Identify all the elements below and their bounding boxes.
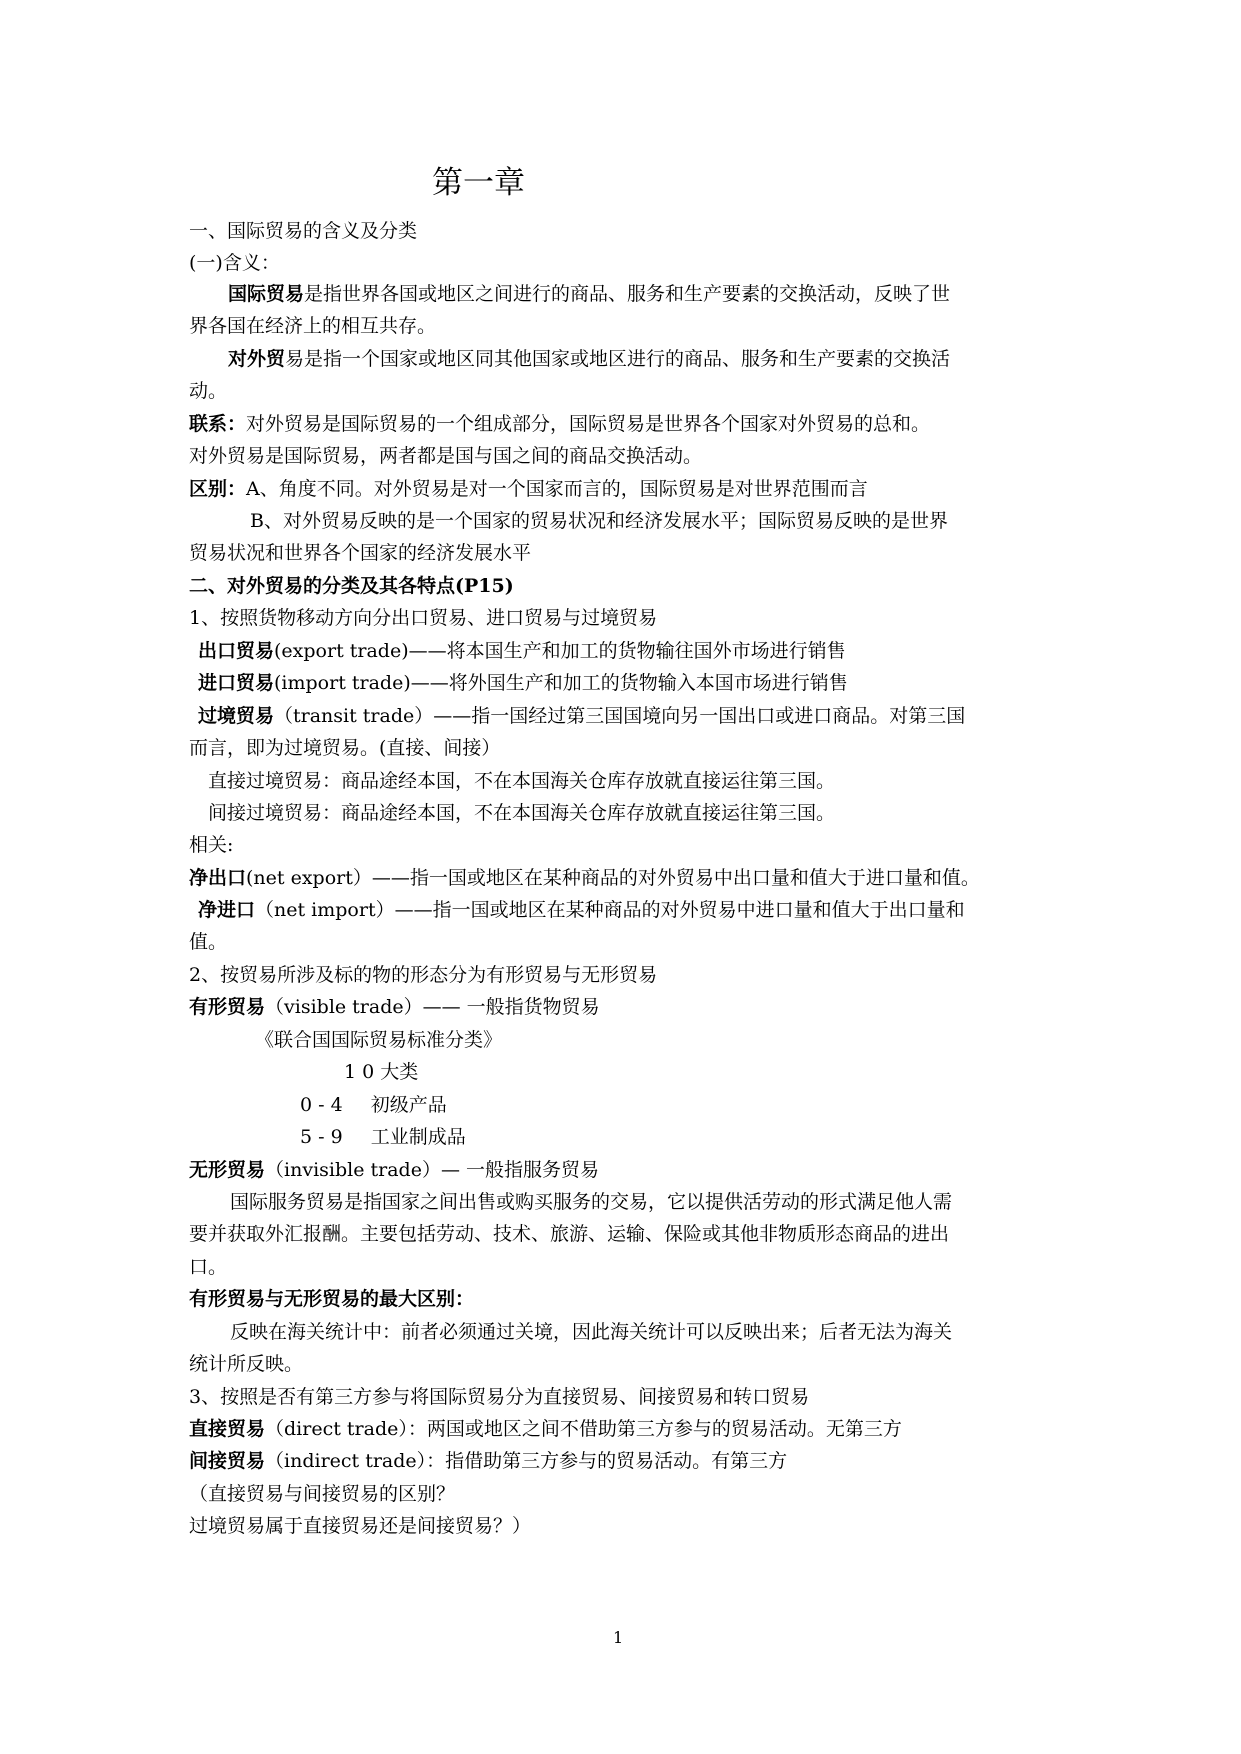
- term-net-import: 净进口: [198, 899, 256, 921]
- term-invisible-trade: 无形贸易: [189, 1159, 266, 1181]
- difference-a-text: A、角度不同。对外贸易是对一个国家而言的，国际贸易是对世界范围而言: [246, 478, 868, 500]
- relation-continuation: 对外贸易是国际贸易，两者都是国与国之间的商品交换活动。: [189, 445, 703, 467]
- export-trade-line: [198, 638, 846, 664]
- page-number: 1: [613, 1628, 624, 1647]
- difference-line-a: [189, 476, 868, 502]
- term-transit-trade: 过境贸易: [198, 705, 275, 727]
- net-import-text: （net import）——指一国或地区在某种商品的对外贸易中进口量和值大于出口量和: [255, 899, 965, 921]
- sitc-code: 5 - 9: [300, 1126, 343, 1148]
- invisible-trade-text: （invisible trade）— 一般指服务贸易: [265, 1159, 599, 1181]
- indirect-trade-text: （indirect trade）：指借助第三方参与的贸易活动。有第三方: [265, 1450, 788, 1472]
- net-export-text: (net export）——指一国或地区在某种商品的对外贸易中出口量和值大于进口量和值。: [246, 867, 980, 889]
- visible-trade-text: （visible trade）—— 一般指货物贸易: [265, 996, 600, 1018]
- paragraph-foreign-trade: [228, 346, 950, 372]
- item-3-heading: 3、按照是否有第三方参与将国际贸易分为直接贸易、间接贸易和转口贸易: [189, 1386, 810, 1408]
- net-export-line: [189, 865, 980, 891]
- service-trade-continuation: 口。: [189, 1256, 228, 1278]
- subsection-definition-heading: (一)含义：: [189, 252, 280, 274]
- indirect-trade-line: [189, 1448, 787, 1474]
- net-import-continuation: 值。: [189, 931, 228, 953]
- indirect-transit-line: 间接过境贸易：商品途经本国，不在本国海关仓库存放就直接运往第三国。: [208, 802, 836, 824]
- import-trade-line: [198, 670, 848, 696]
- term-visible-trade: 有形贸易: [189, 996, 266, 1018]
- export-trade-text: (export trade)——将本国生产和加工的货物输往国外市场进行销售: [274, 640, 846, 662]
- item-2-heading: 2、按贸易所涉及标的物的形态分为有形贸易与无形贸易: [189, 964, 658, 986]
- sitc-row-primary: [300, 1092, 447, 1118]
- difference-b-continuation: 贸易状况和世界各个国家的经济发展水平: [189, 542, 532, 564]
- sitc-title: 《联合国国际贸易标准分类》: [255, 1029, 503, 1051]
- direct-trade-line: [189, 1416, 902, 1442]
- paragraph-continuation: 界各国在经济上的相互共存。: [189, 315, 437, 337]
- direct-transit-line: 直接过境贸易：商品途经本国，不在本国海关仓库存放就直接运往第三国。: [208, 770, 836, 792]
- sitc-label: 初级产品: [370, 1094, 447, 1116]
- service-trade-paragraph: 国际服务贸易是指国家之间出售或购买服务的交易，它以提供活劳动的形式满足他人需: [230, 1191, 953, 1213]
- paragraph-text: 易是指一个国家或地区同其他国家或地区进行的商品、服务和生产要素的交换活: [285, 348, 951, 370]
- term-indirect-trade: 间接贸易: [189, 1450, 266, 1472]
- difference-paragraph: 反映在海关统计中：前者必须通过关境，因此海关统计可以反映出来；后者无法为海关: [230, 1321, 953, 1343]
- relation-line: [189, 411, 930, 437]
- sitc-label: 工业制成品: [370, 1126, 466, 1148]
- question-line-1: （直接贸易与间接贸易的区别？: [189, 1483, 456, 1505]
- term-net-export: 净出口: [189, 867, 247, 889]
- invisible-trade-line: [189, 1157, 599, 1183]
- question-line-2: 过境贸易属于直接贸易还是间接贸易？）: [189, 1515, 532, 1537]
- service-trade-continuation: 要并获取外汇报酬。主要包括劳动、技术、旅游、运输、保险或其他非物质形态商品的进出: [189, 1223, 950, 1245]
- relation-text: 对外贸易是国际贸易的一个组成部分，国际贸易是世界各个国家对外贸易的总和。: [246, 413, 931, 435]
- section-1-heading: 一、国际贸易的含义及分类: [189, 220, 418, 242]
- item-1-heading: 1、按照货物移动方向分出口贸易、进口贸易与过境贸易: [189, 607, 658, 629]
- term-foreign-trade: 对外贸: [228, 348, 286, 370]
- transit-trade-continuation: 而言，即为过境贸易。(直接、间接）: [189, 737, 501, 759]
- paragraph-international-trade: [228, 281, 950, 307]
- direct-trade-text: （direct trade）：两国或地区之间不借助第三方参与的贸易活动。无第三方: [265, 1418, 902, 1440]
- term-international-trade: 国际贸易: [228, 283, 305, 305]
- term-export-trade: 出口贸易: [198, 640, 275, 662]
- sitc-row-manufactured: [300, 1124, 466, 1150]
- transit-trade-line: [198, 703, 965, 729]
- term-import-trade: 进口贸易: [198, 672, 275, 694]
- difference-continuation: 统计所反映。: [189, 1353, 304, 1375]
- paragraph-continuation: 动。: [189, 380, 228, 402]
- transit-trade-text: （transit trade）——指一国经过第三国国境向另一国出口或进口商品。对第三国: [274, 705, 966, 727]
- net-import-line: [198, 897, 965, 923]
- difference-line-b: B、对外贸易反映的是一个国家的贸易状况和经济发展水平；国际贸易反映的是世界: [250, 510, 948, 532]
- difference-heading: 有形贸易与无形贸易的最大区别：: [189, 1288, 475, 1310]
- sitc-code: 0 - 4: [300, 1094, 343, 1116]
- section-2-heading: 二、对外贸易的分类及其各特点(P15): [189, 575, 514, 597]
- import-trade-text: (import trade)——将外国生产和加工的货物输入本国市场进行销售: [274, 672, 848, 694]
- chapter-title: 第一章: [432, 165, 525, 201]
- related-label: 相关:: [189, 834, 234, 856]
- relation-label: 联系：: [189, 413, 247, 435]
- difference-label: 区别：: [189, 478, 247, 500]
- sitc-category-count: 1 0 大类: [344, 1061, 419, 1083]
- visible-trade-line: [189, 994, 600, 1020]
- term-direct-trade: 直接贸易: [189, 1418, 266, 1440]
- paragraph-text: 是指世界各国或地区之间进行的商品、服务和生产要素的交换活动，反映了世: [304, 283, 951, 305]
